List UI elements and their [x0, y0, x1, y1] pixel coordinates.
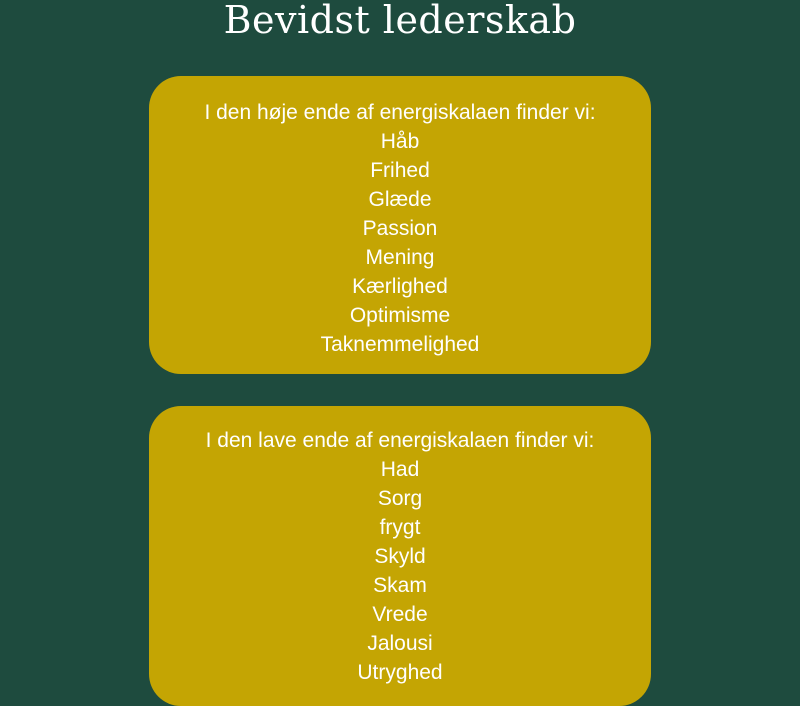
page-title: Bevidst lederskab: [223, 0, 577, 42]
list-item: Optimisme: [349, 304, 451, 327]
list-item: Vrede: [372, 603, 428, 626]
low-energy-card: [149, 406, 651, 706]
list-item: Taknemmelighed: [320, 333, 480, 356]
list-item: Passion: [362, 217, 438, 240]
list-item: Utryghed: [357, 661, 443, 684]
low-energy-heading: I den lave ende af energiskalaen finder vi:: [205, 429, 595, 452]
list-item: Kærlighed: [352, 275, 448, 298]
list-item: Håb: [380, 130, 420, 153]
low-energy-list: [149, 426, 651, 687]
list-item: Skyld: [374, 545, 426, 568]
list-item: Sorg: [377, 487, 423, 510]
list-item: frygt: [379, 516, 421, 539]
list-item: Jalousi: [367, 632, 433, 655]
list-item: Glæde: [368, 188, 432, 211]
list-item: Mening: [365, 246, 435, 269]
high-energy-card: [149, 76, 651, 374]
high-energy-list: [149, 98, 651, 359]
list-item: Had: [380, 458, 420, 481]
list-item: Frihed: [370, 159, 430, 182]
high-energy-heading: I den høje ende af energiskalaen finder vi:: [204, 101, 596, 124]
list-item: Skam: [373, 574, 427, 597]
